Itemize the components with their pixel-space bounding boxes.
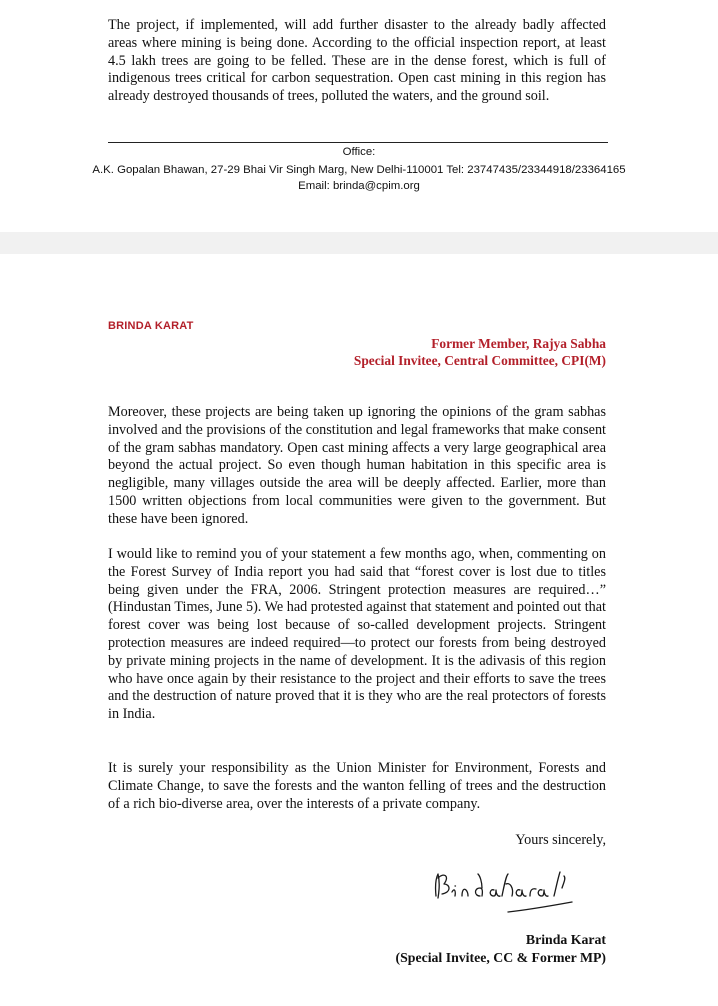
previous-page	[0, 0, 718, 232]
body-paragraph-2: I would like to remind you of your statement a few months ago, when, commenting on the Forest Survey of India report you had said that “forest cover is lost due to titles being given under the FRA, 2006. Stringent protection measures are required…” (Hindustan Times, June 5). We had protested against that statement and pointed out that forest cover was being lost because of so-called development projects. Stringent protection measures are indeed required—to protect our forests from being destroyed by private mining projects in the name of development. It is the adivasis of this region who have once again by their resistance to the project and their efforts to save the trees and the destruction of nature proved that it is they who are the real protectors of forests in India.	[108, 546, 606, 723]
valediction: Yours sincerely,	[515, 832, 606, 848]
letterhead-role-1: Former Member, Rajya Sabha	[431, 336, 606, 351]
handwritten-signature	[430, 866, 610, 918]
top-paragraph: The project, if implemented, will add further disaster to the already badly affected areas where mining is being done. According to the official inspection report, at least 4.5 lakh trees are going to be felled. These are in the dense forest, which is full of indigenous trees critical for carbon sequestration. Open cast mining in this region has already destroyed thousands of trees, polluted the waters, and the ground soil.	[108, 17, 606, 105]
footer-divider	[108, 142, 608, 143]
signatory-name: Brinda Karat	[525, 932, 606, 947]
body-paragraph-3: It is surely your responsibility as the Union Minister for Environment, Forests and Climate Change, to save the forests and the wanton felling of trees and the destruction of a rich bio-diverse area, over the interests of a private company.	[108, 760, 606, 812]
letterhead-name: BRINDA KARAT	[108, 320, 194, 332]
office-address: A.K. Gopalan Bhawan, 27-29 Bhai Vir Singh Marg, New Delhi-110001 Tel: 23747435/23344918/23364165	[92, 164, 626, 176]
body-paragraph-1: Moreover, these projects are being taken up ignoring the opinions of the gram sabhas involved and the provisions of the constitution and legal frameworks that make consent of the gram sabhas mandatory. Open cast mining affects a very large geographical area beyond the actual project. So even though human habitation in this specific area is negligible, many villages outside the area will be deeply affected. Earlier, more than 1500 written objections from local communities were given to the government. But these have been ignored.	[108, 404, 606, 527]
office-email: Email: brinda@cpim.org	[298, 180, 420, 192]
letterhead-role-2: Special Invitee, Central Committee, CPI(M)	[353, 353, 606, 368]
letter-page	[0, 254, 718, 1006]
signatory-designation: (Special Invitee, CC & Former MP)	[395, 950, 606, 965]
office-label: Office:	[342, 146, 376, 158]
